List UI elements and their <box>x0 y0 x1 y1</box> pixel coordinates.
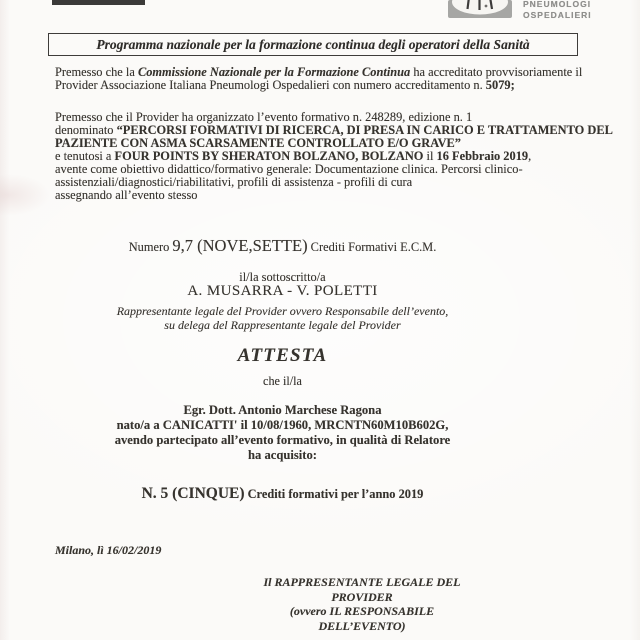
event-title-part1: “PERCORSI FORMATIVI DI RICERCA, DI PRESA IN CARICO E TRATTAMENTO DEL <box>116 123 613 137</box>
program-banner <box>48 33 578 56</box>
association-name-line1: PNEUMOLOGI <box>523 0 592 9</box>
awarded-credits-value: N. 5 (CINQUE) <box>141 485 245 502</box>
venue-name: FOUR POINTS BY SHERATON BOLZANO, BOLZANO <box>114 149 424 163</box>
undersigned-role-line2: su delega del Rappresentante legale del Provider <box>164 318 401 332</box>
event-date: 16 Febbraio 2019 <box>436 149 529 163</box>
participant-birth-info: nato/a a CANICATTI' il 10/08/1960, MRCNTN60M10B602G, <box>116 418 449 432</box>
accreditation-number: 5079; <box>485 78 515 92</box>
signature-line1: Il RAPPRESENTANTE LEGALE DEL PROVIDER <box>263 575 461 604</box>
venue-comma: , <box>528 149 532 163</box>
credits-prefix: Numero <box>128 240 173 254</box>
objective-line1: avente come obiettivo didattico/formativo generale: Documentazione clinica. Percorsi clinico- <box>55 162 523 176</box>
undersigned-role-line1: Rappresentante legale del Provider ovvero Responsabile dell’evento, <box>116 304 449 318</box>
commission-name: Commissione Nazionale per la Formazione Continua <box>137 65 411 79</box>
signature-block <box>246 575 478 633</box>
awarded-credits-suffix: Crediti formativi per l’anno 2019 <box>244 487 424 501</box>
credits-suffix: Crediti Formativi E.C.M. <box>307 240 437 254</box>
participant-role-line: avendo partecipato all’evento formativo, in qualità di Relatore <box>114 433 451 447</box>
association-name <box>523 0 592 20</box>
objective-line2: assistenziali/diagnostici/riabilitativi, profili di assistenza - profili di cura <box>55 175 413 189</box>
venue-mid: il <box>423 149 437 163</box>
assigning-line: assegnando all’evento stesso <box>55 188 198 202</box>
lungs-emblem-icon <box>448 0 512 18</box>
participant-acquired-label: ha acquisito: <box>248 448 317 462</box>
awarded-credits-line <box>0 485 565 503</box>
venue-prefix: e tenutosi a <box>55 149 115 163</box>
premise-event-paragraph <box>55 111 630 202</box>
undersigned-names: A. MUSARRA - V. POLETTI <box>187 283 378 299</box>
premise1-text2: ha accreditato provvisoriamente il Provider Associazione Italiana Pneumologi Ospedalieri con numero accreditamento n. <box>55 65 583 92</box>
attesta-subtitle: che il/la <box>263 374 302 388</box>
pneumologi-ospedalieri-logo <box>448 0 592 20</box>
denominato-label: denominato <box>55 123 117 137</box>
place-and-date: Milano, lì 16/02/2019 <box>55 543 162 557</box>
participant-name: Egr. Dott. Antonio Marchese Ragona <box>183 403 382 417</box>
signature-line2: (ovvero IL RESPONSABILE DELL’EVENTO) <box>289 604 435 633</box>
association-name-line2: OSPEDALIERI <box>523 9 592 20</box>
cropped-black-logo-icon <box>52 0 145 5</box>
participant-block <box>0 403 565 463</box>
credits-value: 9,7 (NOVE,SETTE) <box>172 236 308 255</box>
premise1-text: Premesso che la <box>55 65 138 79</box>
undersigned-label: il/la sottoscritto/a <box>239 270 326 284</box>
event-title-line2: PAZIENTE CON ASMA SCARSAMENTE CONTROLLATO E/O GRAVE” <box>55 136 461 150</box>
premise-accreditation-paragraph <box>55 66 617 92</box>
program-banner-text: Programma nazionale per la formazione continua degli operatori della Sanità <box>96 37 530 52</box>
attesta-heading: ATTESTA <box>237 345 328 366</box>
event-number-line: Premesso che il Provider ha organizzato l’evento formativo n. 248289, edizione n. 1 <box>55 110 473 124</box>
event-credits-line <box>0 236 565 256</box>
